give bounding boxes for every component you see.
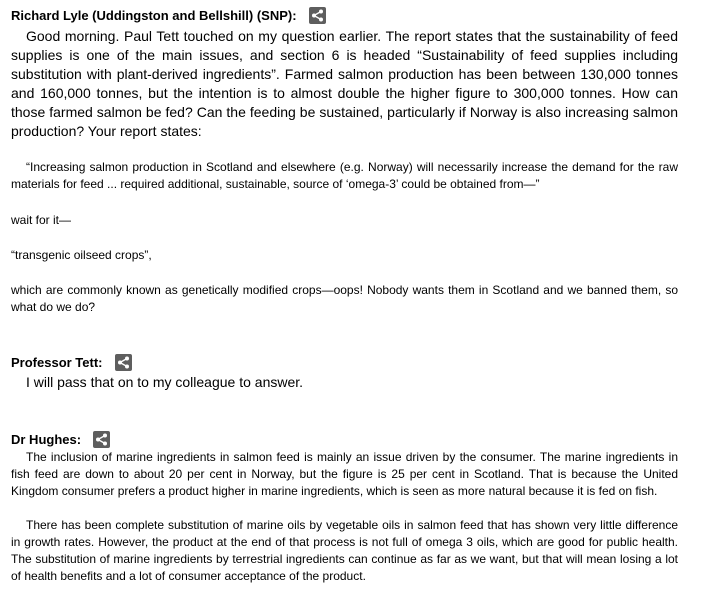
speaker-block-tett — [11, 352, 678, 392]
speaker-name-row — [11, 5, 678, 25]
share-icon[interactable] — [115, 354, 132, 371]
share-icon[interactable] — [93, 431, 110, 448]
speaker-name: Richard Lyle (Uddingston and Bellshill) (SNP): — [11, 7, 297, 23]
speaker-name-row — [11, 352, 678, 372]
speech-paragraph: I will pass that on to my colleague to answer. — [26, 374, 304, 390]
speaker-name: Dr Hughes: — [11, 431, 82, 447]
speaker-block-lyle — [11, 5, 678, 316]
speech-paragraph: The inclusion of marine ingredients in salmon feed is mainly an issue driven by the consumer. The marine ingredients in fish feed are down to about 20 per cent in Norway, but the figure is 25 per cent in Scotland. That is because the United Kingdom consumer prefers a product higher in marine ingredients, which is seen as more natural because it is fed on fish. — [11, 450, 678, 498]
speech-paragraph: which are commonly known as genetically modified crops—oops! Nobody wants them in Scotland and we banned them, so what do we do? — [11, 283, 678, 314]
speech-paragraph: wait for it— — [11, 213, 72, 227]
quote-paragraph: “Increasing salmon production in Scotland and elsewhere (e.g. Norway) will necessarily increase the demand for the raw materials for feed ... required additional, sustainable, source of ‘omega-3’ could be obtained from—” — [11, 160, 678, 191]
share-icon[interactable] — [309, 7, 326, 24]
speech-paragraph: There has been complete substitution of marine oils by vegetable oils in salmon feed that has shown very little difference in growth rates. However, the product at the end of that process is not full of omega 3 oils, which are good for public health. The substitution of marine ingredients by terrestrial ingredients can continue as far as we want, but that will mean losing a lot of health benefits and a lot of consumer acceptance of the product. — [11, 518, 678, 583]
speaker-block-hughes — [11, 429, 678, 585]
quote-paragraph: “transgenic oilseed crops”, — [11, 248, 152, 262]
speech-paragraph: Good morning. Paul Tett touched on my question earlier. The report states that the sustainability of feed supplies is one of the main issues, and section 6 is headed “Sustainability of feed supplies including substitution with plant-derived ingredients”. Farmed salmon production has been between 130,000 tonnes and 160,000 tonnes, but the intention is to almost double the higher figure to 300,000 tonnes. How can those farmed salmon be fed? Can the feeding be sustained, particularly if Norway is also increasing salmon production? Your report states: — [11, 28, 678, 139]
speaker-name: Professor Tett: — [11, 354, 103, 370]
speaker-name-row — [11, 429, 678, 449]
